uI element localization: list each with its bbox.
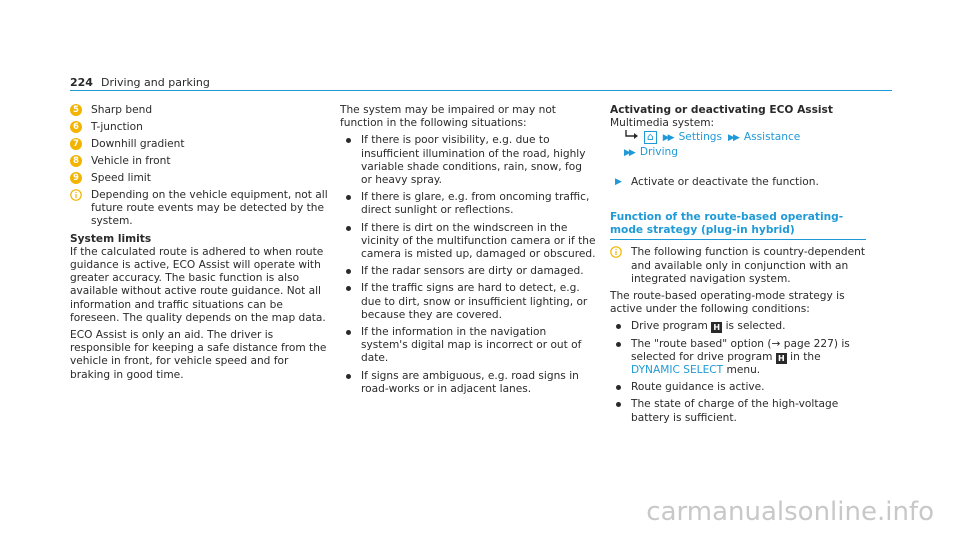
paragraph: ECO Assist is only an aid. The driver is responsible for keeping a safe distance from the vehicle in front, for vehicle speed and for braking in good time. — [70, 329, 327, 381]
list-item-text: The "route based" option ( — [631, 337, 772, 350]
chevron-right-icon: ▶▶ — [624, 147, 634, 158]
list-item-text: If there is glare, e.g. from oncoming traffic, direct sunlight or reflections. — [361, 191, 590, 217]
list-item — [610, 398, 878, 424]
page-section-title: Driving and parking — [100, 76, 210, 89]
multimedia-label: Multimedia system: — [610, 117, 715, 130]
bullet-icon — [346, 269, 351, 274]
bullet-icon — [616, 324, 621, 329]
legend-text: T-junction — [91, 121, 143, 133]
action-step — [610, 176, 878, 189]
info-icon — [610, 246, 622, 258]
legend-item — [70, 104, 328, 117]
bullet-icon — [346, 286, 351, 291]
limitation-list — [340, 134, 596, 396]
info-note — [610, 246, 878, 286]
list-item-text: menu. — [726, 364, 761, 377]
paragraph: The route-based operating-mode strategy is active under the following conditions: — [610, 290, 845, 316]
corner-arrow-icon — [624, 130, 644, 144]
legend-text: Sharp bend — [91, 104, 153, 116]
drive-program-h-icon: H — [776, 353, 787, 364]
bullet-icon — [346, 374, 351, 379]
legend-number-badge: 9 — [70, 172, 82, 184]
list-item — [340, 265, 596, 278]
list-item — [340, 370, 596, 396]
legend-item — [70, 172, 328, 185]
page-reference-arrow-icon: → — [771, 337, 781, 350]
chevron-right-icon: ▶▶ — [728, 133, 738, 144]
play-arrow-icon: ▶ — [615, 176, 622, 187]
bullet-icon — [616, 342, 621, 347]
legend-text: Vehicle in front — [91, 155, 171, 167]
list-item-text: If the information in the navigation system's digital map is incorrect or out of date. — [361, 326, 582, 365]
list-item — [610, 381, 878, 394]
paragraph: If the calculated route is adhered to when route guidance is active, ECO Assist will operate with greater accuracy. The basic function is also available without active route guidance. Not all information and traffic situations can be foreseen. The quality depends on the map data. — [70, 245, 326, 324]
condition-list — [610, 320, 878, 424]
eco-assist-heading: Activating or deactivating ECO Assist — [610, 104, 833, 116]
legend-number-badge: 5 — [70, 104, 82, 116]
bullet-icon — [616, 402, 621, 407]
section-title: Function of the route-based operating-mode strategy (plug-in hybrid) — [610, 211, 866, 240]
bullet-icon — [346, 138, 351, 143]
list-item — [610, 338, 878, 378]
bullet-icon — [616, 385, 621, 390]
list-item-text: If the radar sensors are dirty or damaged. — [361, 265, 584, 278]
list-item — [340, 222, 596, 262]
column-middle — [340, 104, 596, 400]
legend-number-badge: 7 — [70, 138, 82, 150]
legend-text: Speed limit — [91, 172, 151, 184]
path-settings[interactable]: Settings — [678, 131, 723, 144]
list-item-text: Drive program — [631, 320, 708, 333]
legend-item — [70, 138, 328, 151]
chevron-right-icon: ▶▶ — [662, 133, 673, 144]
list-item — [340, 134, 596, 187]
bullet-icon — [346, 226, 351, 231]
list-item — [340, 191, 596, 217]
info-icon — [70, 189, 82, 201]
watermark: carmanualsonline.info — [646, 497, 934, 527]
path-driving[interactable]: Driving — [639, 145, 678, 158]
list-item — [340, 282, 596, 322]
info-note — [70, 189, 328, 229]
action-text: Activate or deactivate the function. — [631, 175, 819, 188]
page-number: 224 — [70, 76, 93, 89]
note-text: The following function is country-dependent and available only in conjunction with an integrated navigation system. — [631, 246, 865, 285]
legend-item — [70, 121, 328, 134]
note-text: Depending on the vehicle equipment, not all future route events may be detected by the system. — [91, 189, 328, 228]
menu-path — [610, 130, 878, 159]
list-item-text: Route guidance is active. — [631, 381, 765, 394]
column-right — [610, 104, 878, 429]
list-item-text: If there is dirt on the windscreen in the vicinity of the multifunction camera or if the camera is misted up, damaged or obscured. — [361, 221, 596, 261]
legend-number-badge: 8 — [70, 155, 82, 167]
list-item — [610, 320, 878, 333]
list-item — [340, 326, 596, 366]
path-assistance[interactable]: Assistance — [743, 131, 801, 144]
list-item-text: in the — [790, 350, 821, 363]
page-header — [70, 76, 892, 91]
list-item-text: is selected. — [725, 320, 786, 333]
home-icon[interactable]: ⌂ — [644, 131, 657, 144]
list-item-text: If signs are ambiguous, e.g. road signs in road-works or in adjacent lanes. — [361, 369, 579, 395]
dynamic-select-menu-name: DYNAMIC SELECT — [631, 364, 724, 377]
drive-program-h-icon: H — [711, 322, 722, 333]
list-item-text: If the traffic signs are hard to detect, e.g. due to dirt, snow or insufficient lighting, or because they are covered. — [361, 282, 588, 321]
column-left — [70, 104, 328, 386]
list-item-text: If there is poor visibility, e.g. due to insufficient illumination of the road, highly variable shade conditions, rain, snow, fog or heavy spray. — [361, 134, 586, 187]
paragraph: The system may be impaired or may not function in the following situations: — [340, 104, 556, 130]
bullet-icon — [346, 330, 351, 335]
legend-number-badge: 6 — [70, 121, 82, 133]
bullet-icon — [346, 195, 351, 200]
legend-item — [70, 155, 328, 168]
page-reference[interactable]: page 227) is selected for drive program — [631, 337, 850, 363]
legend-text: Downhill gradient — [91, 138, 185, 150]
list-item-text: The state of charge of the high-voltage battery is sufficient. — [631, 398, 839, 424]
system-limits-heading: System limits — [70, 232, 152, 245]
